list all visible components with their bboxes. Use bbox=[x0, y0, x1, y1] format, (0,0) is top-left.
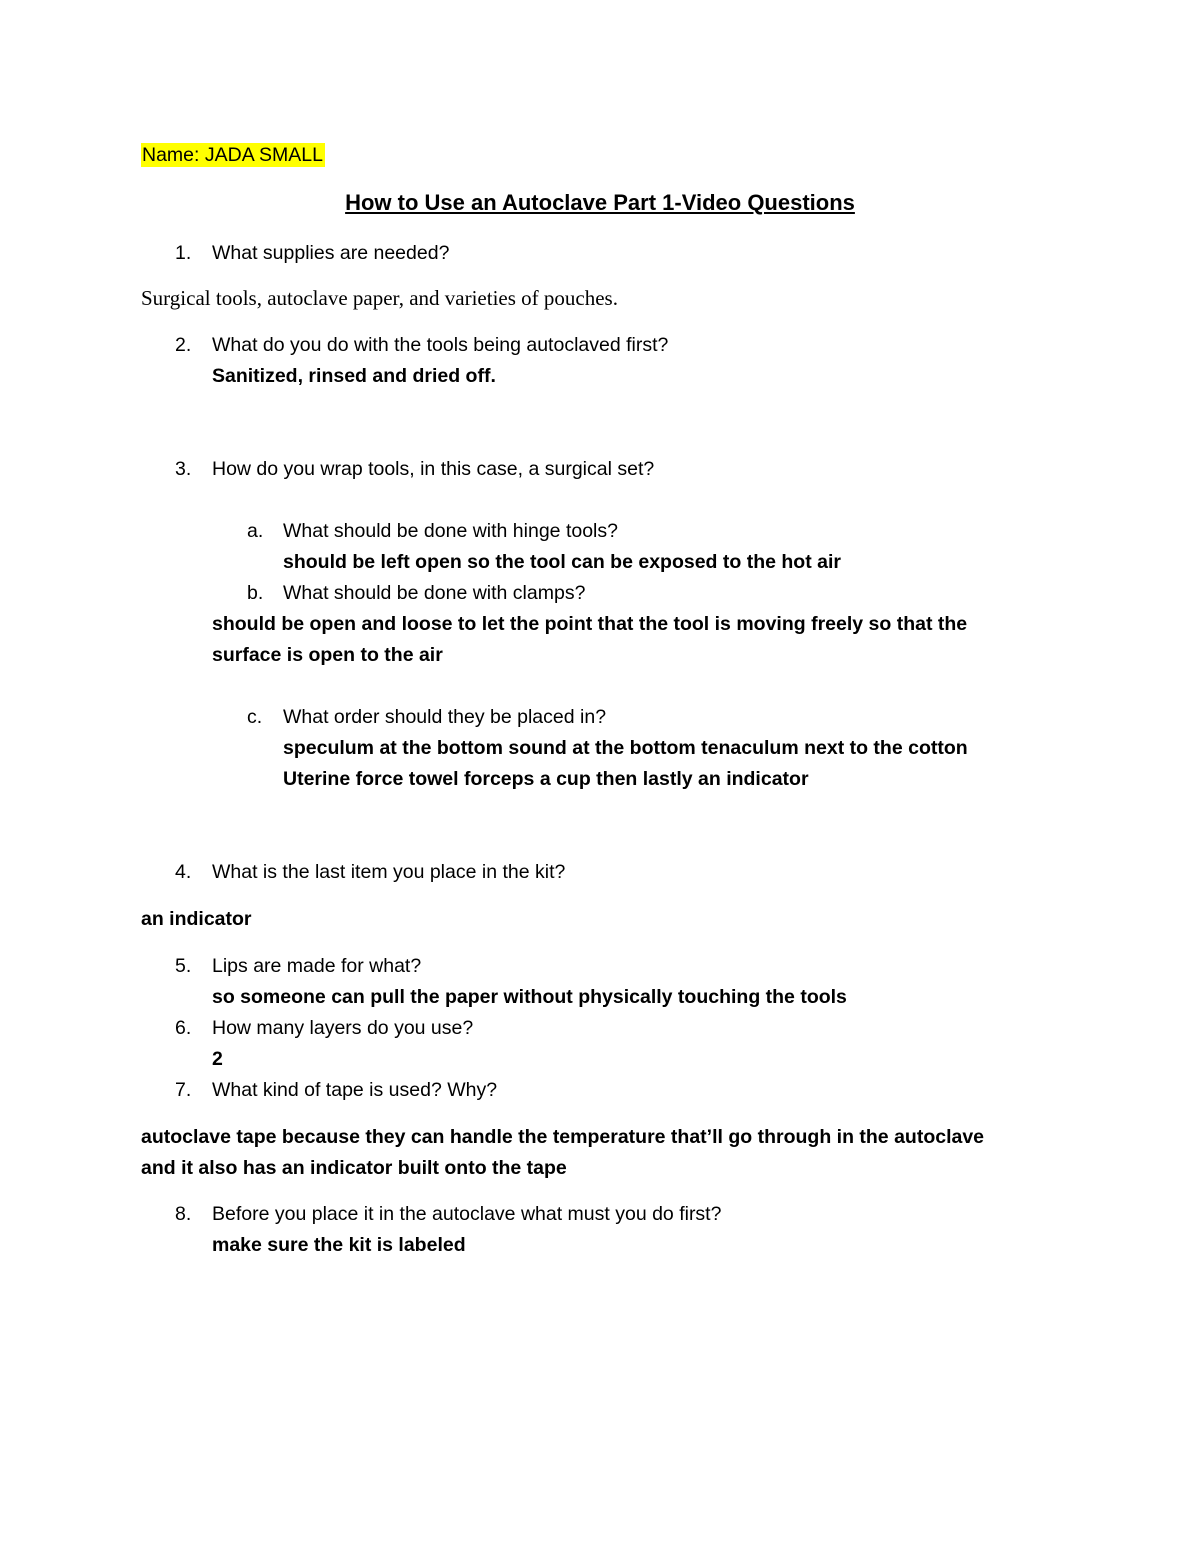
question-number: 4. bbox=[175, 861, 192, 883]
question-text: Lips are made for what? bbox=[212, 955, 422, 977]
question-number: 6. bbox=[175, 1017, 192, 1039]
question-text: Before you place it in the autoclave what must you do first? bbox=[212, 1203, 722, 1225]
question-number: 3. bbox=[175, 458, 192, 480]
question-number: 1. bbox=[175, 242, 192, 264]
answer-text: make sure the kit is labeled bbox=[212, 1234, 466, 1256]
answer-text: 2 bbox=[212, 1048, 223, 1070]
page-title: How to Use an Autoclave Part 1-Video Questions bbox=[345, 190, 855, 215]
question-text: What do you do with the tools being autoclaved first? bbox=[212, 334, 669, 356]
answer-text: and it also has an indicator built onto the tape bbox=[141, 1157, 567, 1179]
question-number: 7. bbox=[175, 1079, 192, 1101]
answer-text: autoclave tape because they can handle the temperature that’ll go through in the autoclave bbox=[141, 1126, 985, 1148]
subquestion-letter: c. bbox=[247, 706, 263, 728]
answer-text: Sanitized, rinsed and dried off. bbox=[212, 365, 496, 387]
question-number: 8. bbox=[175, 1203, 192, 1225]
answer-text: Uterine force towel forceps a cup then lastly an indicator bbox=[283, 768, 809, 790]
question-text: How many layers do you use? bbox=[212, 1017, 474, 1039]
question-text: What supplies are needed? bbox=[212, 242, 450, 264]
answer-text: an indicator bbox=[141, 908, 252, 930]
answer-text: should be left open so the tool can be exposed to the hot air bbox=[283, 551, 841, 573]
question-number: 5. bbox=[175, 955, 192, 977]
student-name: Name: JADA SMALL bbox=[142, 144, 323, 166]
question-text: What kind of tape is used? Why? bbox=[212, 1079, 498, 1101]
subquestion-letter: b. bbox=[247, 582, 264, 604]
answer-text: should be open and loose to let the point that the tool is moving freely so that the bbox=[212, 613, 968, 635]
subquestion-letter: a. bbox=[247, 520, 264, 542]
question-text: What is the last item you place in the kit? bbox=[212, 861, 566, 883]
answer-text: surface is open to the air bbox=[212, 644, 443, 666]
subquestion-text: What should be done with hinge tools? bbox=[283, 520, 618, 542]
question-text: How do you wrap tools, in this case, a surgical set? bbox=[212, 458, 655, 480]
subquestion-text: What should be done with clamps? bbox=[283, 582, 586, 604]
answer-text: Surgical tools, autoclave paper, and varieties of pouches. bbox=[141, 286, 618, 310]
answer-text: speculum at the bottom sound at the bottom tenaculum next to the cotton bbox=[283, 737, 968, 759]
question-number: 2. bbox=[175, 334, 192, 356]
subquestion-text: What order should they be placed in? bbox=[283, 706, 607, 728]
answer-text: so someone can pull the paper without physically touching the tools bbox=[212, 986, 847, 1008]
